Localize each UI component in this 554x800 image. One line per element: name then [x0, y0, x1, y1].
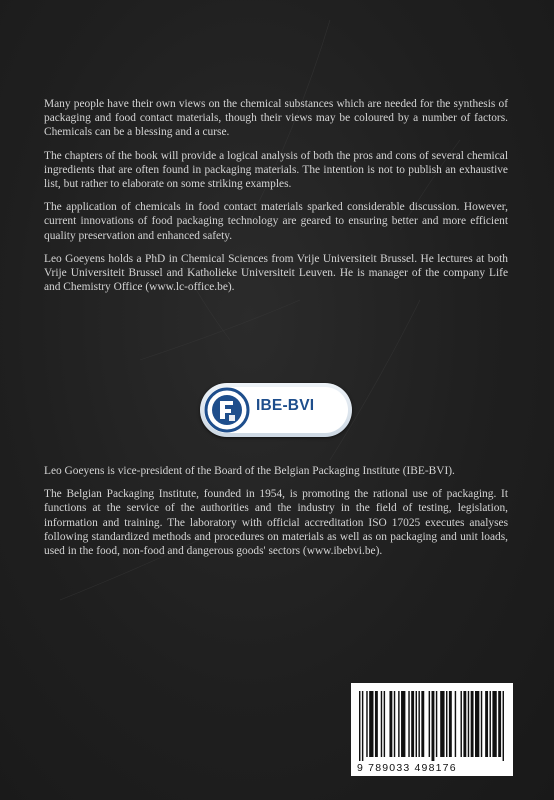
paragraph-institute: The Belgian Packaging Institute, founded in 1954, is promoting the rational use of packaging. It functions at the service of the authorities and the industry in the field of testing, legislation, information and training. The laboratory with official accreditation ISO 17025 executes analyses following standardized methods and procedures on materials as well as on packaging and unit loads, used in the food, non-food and dangerous goods' sectors (www.ibebvi.be).: [44, 488, 508, 558]
paragraph-chapters: The chapters of the book will provide a logical analysis of both the pros and cons of several chemical ingredients that are often found in packaging materials. The intention is not to publish an exhaustive list, but rather to elaborate on some striking examples.: [44, 149, 508, 191]
barcode-bars: [351, 683, 513, 763]
barcode-number: 9 789033 498176: [357, 762, 457, 774]
ibe-bvi-logo: [200, 383, 354, 441]
description-text: [44, 97, 508, 303]
paragraph-application: The application of chemicals in food contact materials sparked considerable discussion. However, current innovations of food packaging technology are geared to ensuring better and more efficient quality preservation and enhanced safety.: [44, 201, 508, 242]
isbn-barcode: [351, 683, 513, 776]
institute-text: [44, 464, 508, 567]
paragraph-intro: Many people have their own views on the chemical substances which are needed for the synthesis of packaging and food contact materials, though their views may be coloured by a number of factors. Chemicals can be a blessing and a curse.: [44, 98, 508, 139]
logo-label: IBE-BVI: [256, 397, 315, 414]
paragraph-vice-president: Leo Goeyens is vice-president of the Board of the Belgian Packaging Institute (IBE-BVI).: [44, 465, 455, 477]
paragraph-author-bio: Leo Goeyens holds a PhD in Chemical Sciences from Vrije Universiteit Brussel. He lectures at both Vrije Universiteit Brussel and Katholieke Universiteit Leuven. He is manager of the company Life and Chemistry Office (www.lc-office.be).: [44, 252, 508, 294]
ibe-emblem-icon: [200, 383, 256, 437]
